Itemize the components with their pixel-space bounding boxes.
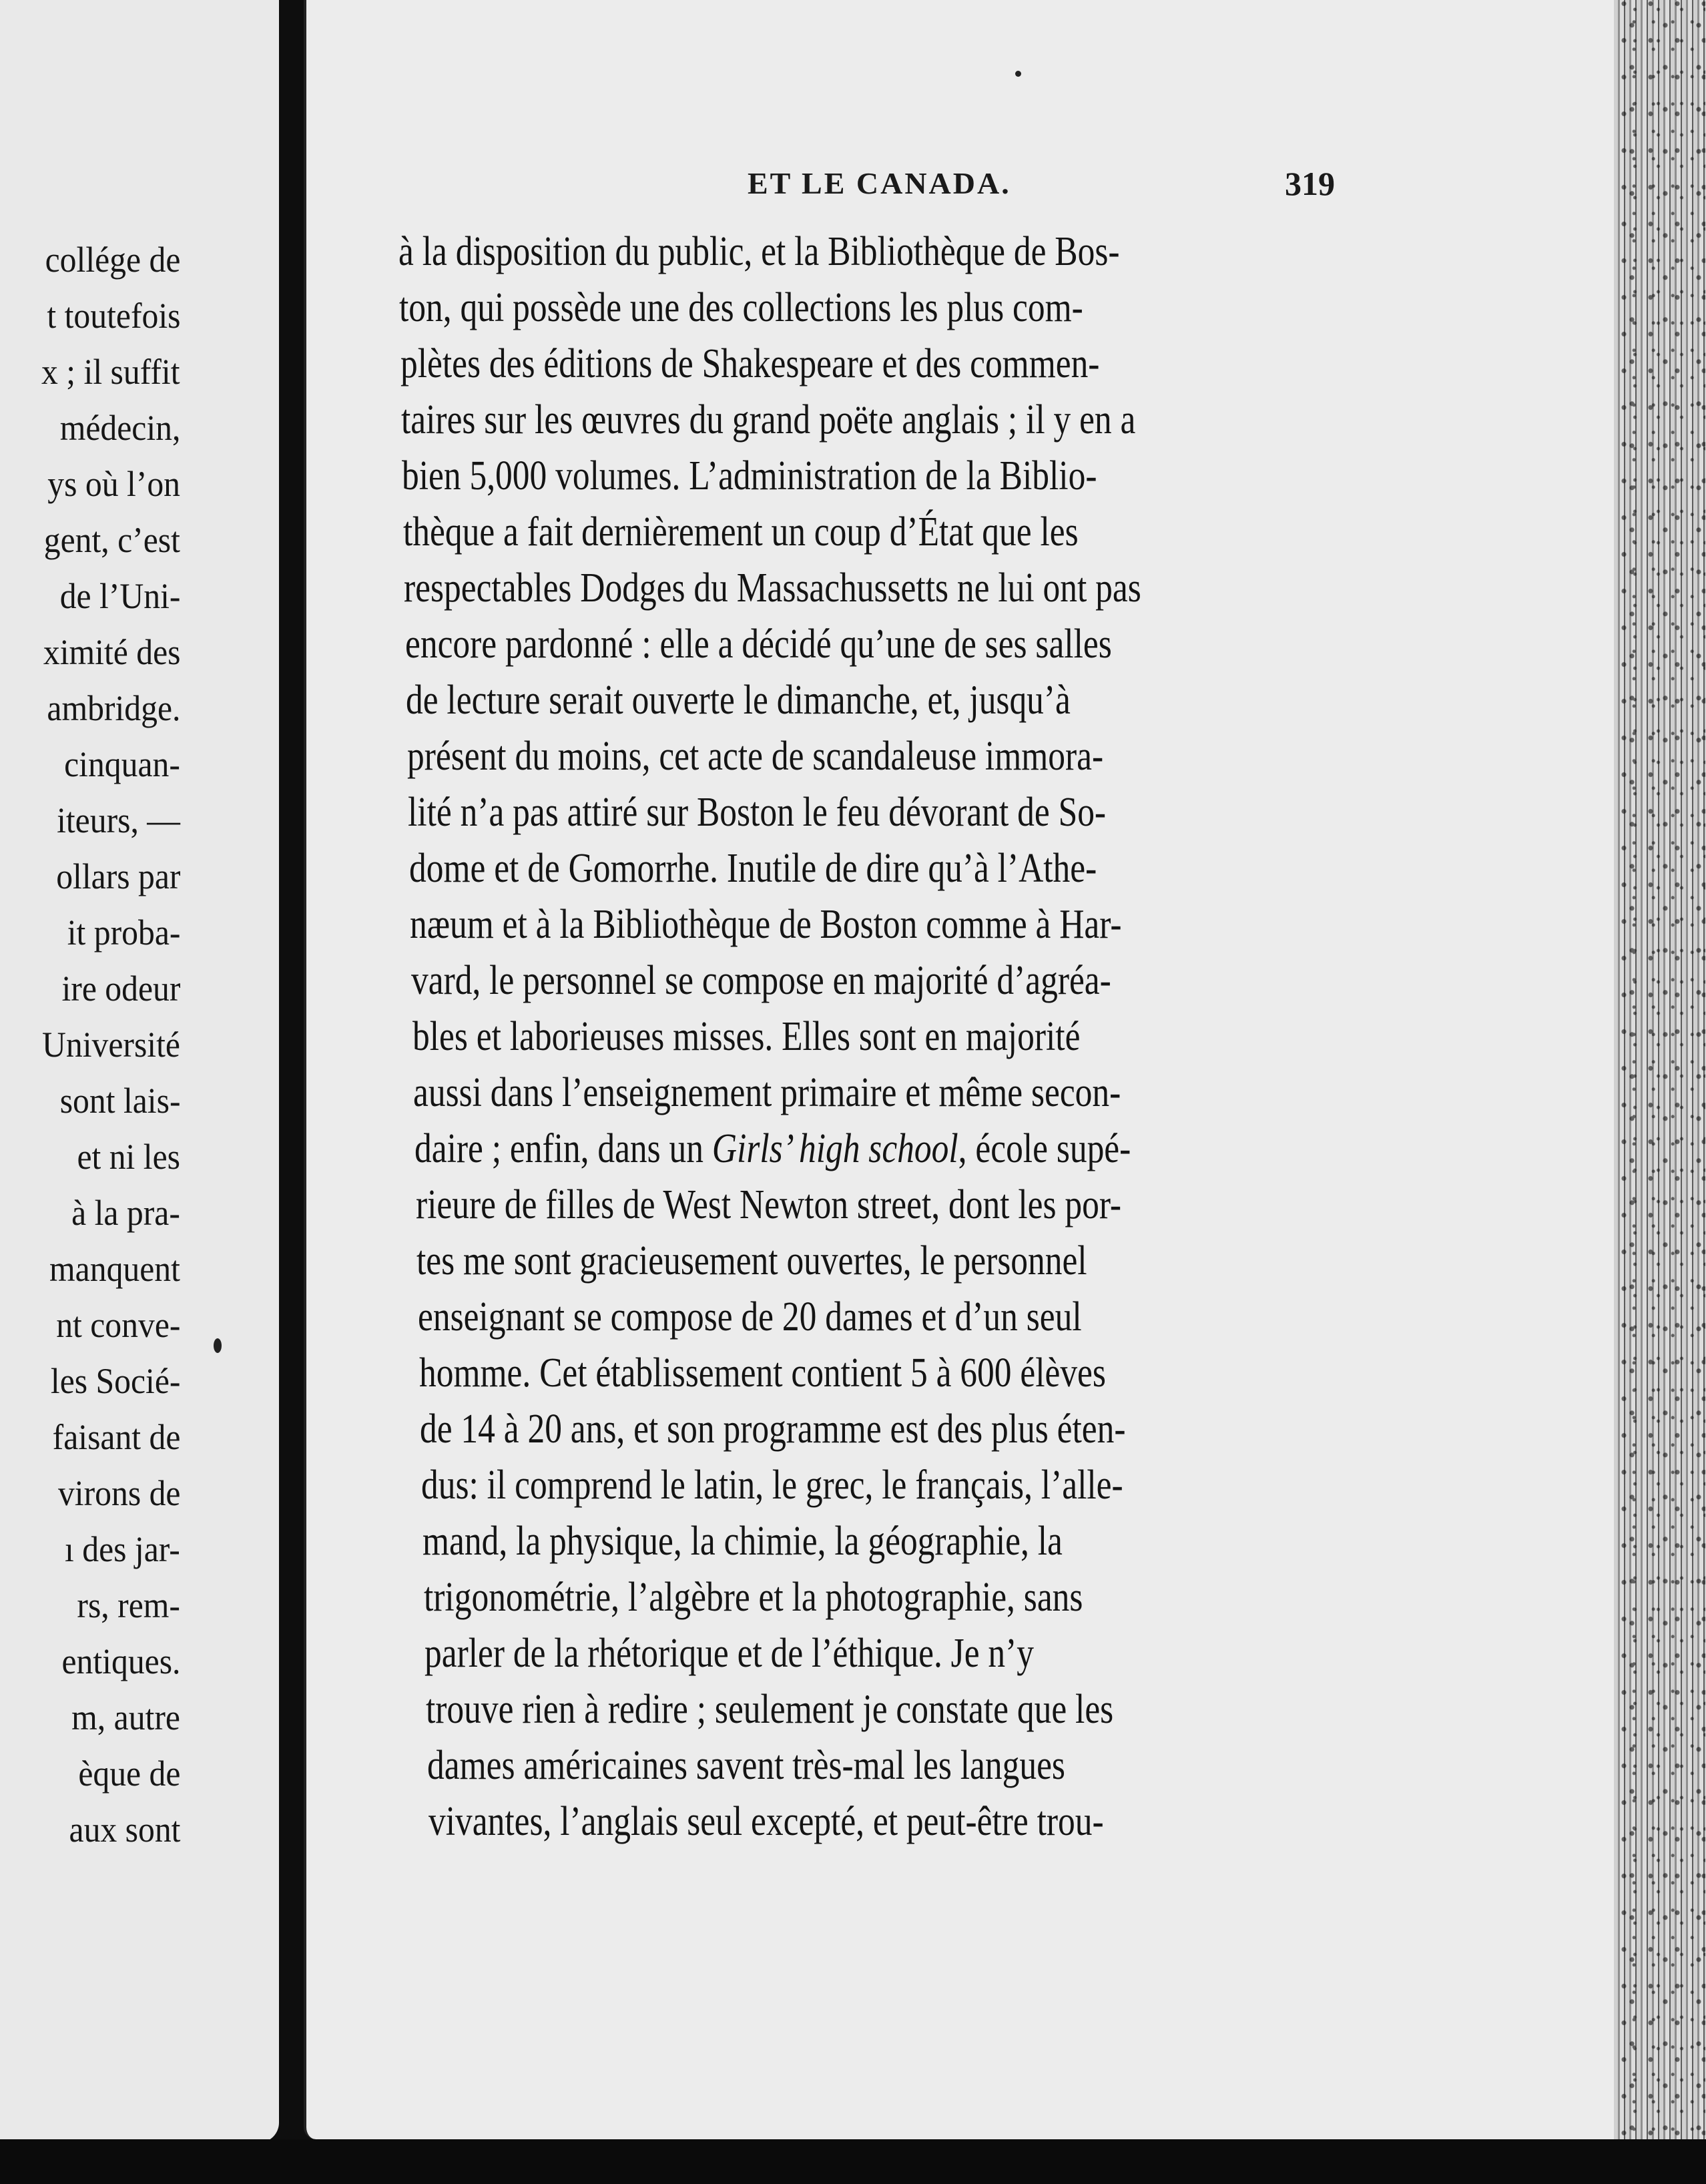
body-line: ton, qui possède une des collections les plus com- (399, 285, 1083, 330)
page-number: 319 (1285, 165, 1335, 202)
left-page-line: iteurs, — (57, 800, 180, 840)
left-page-line: èque de (77, 1753, 180, 1794)
left-page-line: virons de (57, 1473, 180, 1513)
page-edge-speckles (1619, 0, 1705, 2184)
body-line: vivantes, l’anglais seul excepté, et peut-être trou- (429, 1799, 1104, 1844)
body-line: de lecture serait ouverte le dimanche, et, jusqu’à (406, 677, 1071, 723)
body-line: bles et laborieuses misses. Elles sont en majorité (412, 1014, 1081, 1059)
left-page-line: ximité des (43, 632, 180, 672)
body-line-text: daire ; enfin, dans un (414, 1126, 703, 1171)
ink-speck (214, 1338, 222, 1353)
body-line: homme. Cet établissement contient 5 à 600 élèves (419, 1350, 1106, 1396)
left-page-line: et ni les (77, 1137, 180, 1177)
left-page-line: ire odeur (61, 969, 180, 1009)
body-line: de 14 à 20 ans, et son programme est des plus éten- (420, 1406, 1126, 1452)
body-line: enseignant se compose de 20 dames et d’un seul (418, 1294, 1082, 1340)
girls-high-school-italic: Girls’ high school (712, 1126, 958, 1171)
body-line: parler de la rhétorique et de l’éthique. Je n’y (424, 1631, 1035, 1676)
left-page-line: ollars par (55, 856, 180, 896)
left-page-line: manquent (49, 1249, 180, 1289)
body-line: næum et à la Bibliothèque de Boston comme à Har- (410, 902, 1122, 947)
left-page-line: it proba- (67, 912, 180, 952)
body-line: dames américaines savent très-mal les langues (427, 1743, 1065, 1788)
left-page-line: gent, c’est (43, 520, 180, 560)
left-page-line: m, autre (71, 1697, 180, 1737)
left-page-line: cinquan- (64, 744, 180, 784)
body-line: présent du moins, cet acte de scandaleuse immora- (407, 734, 1104, 779)
left-page-line: ys où l’on (47, 464, 180, 504)
body-line-text: , école supé- (958, 1126, 1131, 1171)
body-line: encore pardonné : elle a décidé qu’une de ses salles (405, 621, 1112, 667)
body-line: aussi dans l’enseignement primaire et même secon- (413, 1070, 1121, 1115)
body-line: taires sur les œuvres du grand poëte anglais ; il y en a (401, 397, 1136, 443)
left-page-line: entiques. (61, 1641, 180, 1681)
scan-bottom-border (0, 2139, 1706, 2184)
body-line: à la disposition du public, et la Bibliothèque de Bos- (398, 229, 1120, 274)
body-line: trouve rien à redire ; seulement je constate que les (426, 1687, 1114, 1732)
left-page-line: t toutefois (46, 296, 180, 336)
left-page (0, 0, 279, 2143)
left-page-line: à la pra- (71, 1193, 180, 1233)
body-line: dome et de Gomorrhe. Inutile de dire qu’à l’Athe- (409, 846, 1097, 891)
body-line: rieure de filles de West Newton street, dont les por- (416, 1182, 1122, 1227)
left-page-line: collége de (45, 240, 180, 280)
left-page-line: sont lais- (59, 1081, 180, 1121)
left-page-line: de l’Uni- (59, 576, 180, 616)
left-page-line: ambridge. (46, 688, 180, 728)
body-line: trigonométrie, l’algèbre et la photographie, sans (424, 1575, 1083, 1620)
body-line: tes me sont gracieusement ouvertes, le personnel (416, 1238, 1087, 1284)
left-page-line: Université (42, 1025, 180, 1065)
left-page-line: nt conve- (55, 1305, 180, 1345)
left-page-line: aux sont (69, 1810, 180, 1850)
body-line (414, 1125, 1131, 1173)
body-line: thèque a fait dernièrement un coup d’État que les (403, 509, 1079, 555)
left-page-line: rs, rem- (77, 1585, 180, 1625)
body-line: respectables Dodges du Massachussetts ne lui ont pas (404, 565, 1141, 611)
body-line: mand, la physique, la chimie, la géographie, la (422, 1519, 1063, 1564)
running-head: ET LE CANADA. (748, 166, 1011, 200)
left-page-line: les Socié- (50, 1361, 180, 1401)
left-page-line: x ; il suffit (41, 352, 180, 392)
left-page-line: médecin, (59, 408, 180, 448)
left-page-line: ı des jar- (65, 1529, 180, 1569)
body-line: dus: il comprend le latin, le grec, le français, l’alle- (421, 1462, 1123, 1508)
body-line: vard, le personnel se compose en majorité d’agréa- (411, 958, 1111, 1003)
body-line: bien 5,000 volumes. L’administration de la Biblio- (402, 453, 1097, 499)
body-line: lité n’a pas attiré sur Boston le feu dévorant de So- (408, 790, 1107, 835)
ink-speck (1015, 71, 1021, 77)
left-page-line: faisant de (52, 1417, 180, 1457)
body-line: plètes des éditions de Shakespeare et des commen- (400, 341, 1100, 386)
